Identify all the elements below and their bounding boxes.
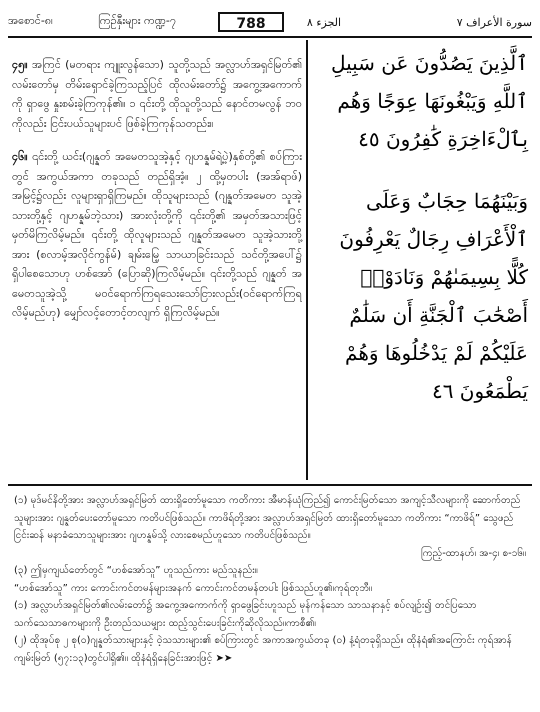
footnote-citation: ကြည့်-ထာနဟ်၊ အ-၄၊ စ-၁၆။ xyxy=(421,547,526,559)
column-divider xyxy=(306,40,308,480)
footnote-text: (၁) မုဒ်မင်နိတို့အား အလ္လာဟ်အရှင်မြတ် ထားရှိတော်မူသော ကတိကား အီမာန်ယုံကြည်၍ ကောင်းမြတ်သော အကျင့်သီလများကို ဆောက်တည်သူများအား ဂျန္နတ်ပေးတော်မူသော ကတိပင်ဖြစ်သည်။ ကာဖိရ်တို့အား အလ္လာဟ်အရှင်မြတ် ထားရှိတော်မူသော ကတိကား “ကာဖိရ်” သွေဖည်ငြင်းဆန် မနာခံသောသူများအား ဂျဟန္နမ်သို့ လားစေမည်ဟူသော ကတိပင်ဖြစ်သည်။ xyxy=(14,495,521,541)
page-number: 788 xyxy=(218,12,284,32)
volume-label: အစောင်-၈၊ xyxy=(8,14,53,27)
verse-number: ၄၆။ xyxy=(12,150,28,163)
footnote xyxy=(14,597,526,632)
footnote-text: (၃) ဤမှကျယ်တော်တွင် “ဟစ်အော်သူ” ဟူသည်ကား မည်သူနည်း။ xyxy=(14,565,258,576)
verse-46-arabic: وَبَيْنَهُمَا حِجَابٌ وَعَلَى ٱلْأَعْرَافِ رِجَالٌ يَعْرِفُونَ كُلًّا بِسِيمَىٰهُمْ وَنَادَوْا۟ أَصْحَٰبَ ٱلْجَنَّةِ أَن سَلَٰمٌ عَلَيْكُمْ لَمْ يَدْخُلُوهَا وَهُمْ يَطْمَعُونَ ٤٦ xyxy=(339,189,528,403)
verse-number: ၄၅။ xyxy=(12,58,28,71)
sura-label: سورة الأعراف ٧ xyxy=(456,15,532,29)
footnote-text: (၂) ထိုအုပ်စု ၂ စု(ဝ)ဂျန္နတ်သားများနှင့် ဝဲ့သသားများ၏ စပ်ကြားတွင် အကာအကွယ်တခု (ဝ) နံ့ရံတခုရှိသည်။ ထိုနံရံ၏အကြောင်း ကုရ်အာန်ကျမ်းမြတ် (၅၇:၁၃)တွင်ပါရှိ၏။ ထိုနံရံရှိနေခြင်းအားဖြင့် ➤➤ xyxy=(14,635,512,664)
verse-46-translation xyxy=(12,147,302,323)
translation-column xyxy=(12,44,302,474)
verse-text: အကြင် (မတရား ကျူးလွန်သော) သူတို့သည် အလ္လာဟ်အရှင်မြတ်၏ လမ်းတော်မှ တိမ်းရှောင်ခဲ့ကြသည့်ပြင် ထိုလမ်းတော်၌ အကွေ့အကောက်ကို ရှာဖွေ နှုးစမ်းခဲ့ကြကုန်၏။ ၁ ၎င်းတို့ ထိုသူတို့သည် နောင်တမလွန် ဘဝကိုလည်း ငြင်းပယ်သူများပင် ဖြစ်ခဲ့ကြကုန်သတည်း။ xyxy=(12,58,302,130)
footnotes xyxy=(8,484,532,704)
arabic-column xyxy=(314,44,528,474)
footnote-text: (၁) အလ္လာဟ်အရှင်မြတ်၏လမ်းတော်၌ အကွေ့အကောက်ကို ရှာဖွေခြင်းဟူသည် မုန်ကန်သော သာသနာနှင့် စပ်လျဉ်း၍ တင်ပြသောသက်သေသာဓကများကို ဦးတည်သယမျှား ထည့်သွင်းပေးခြင်းကိုဆိုလိုသည်။ကာစီ၏၊ xyxy=(14,600,477,629)
footnote-text: “ဟစ်အော်သူ” ကား ကောင်းကင်တမန်များအနက် ကောင်းကင်တမန်တပါး ဖြစ်သည်ဟူ၏၊ကုရ်တုဘီ။ xyxy=(14,582,372,594)
footnote xyxy=(14,632,526,667)
juz-label: الجزء ٨ xyxy=(306,15,342,29)
chapter-label: ကြဉ်နှီးများ ကဏ္ဍ-၇ xyxy=(98,14,177,27)
footnote xyxy=(14,580,526,598)
footnote xyxy=(14,562,526,580)
verse-45-translation xyxy=(12,55,302,133)
footnote xyxy=(14,492,526,562)
verse-45-arabic: ٱلَّذِينَ يَصُدُّونَ عَن سَبِيلِ ٱللَّهِ وَيَبْغُونَهَا عِوَجًا وَهُم بِٱلْءَاخِرَةِ كَٰفِرُونَ ٤٥ xyxy=(330,51,528,151)
verse-text: ၎င်းတို့ ယင်း(ဂျန္နတ် အမေတသူအဲ့နှင့် ဂျဟန္နမ်ရဲ့ပဲ့)နှစ်တို့၏ စပ်ကြားတွင် အကွယ်အကာ တခုသည် တည်ရှိအံ့။ ၂ ထို့မှတပါး (အအ်ရာဖ်) အမြင့်၌လည်း လူများရှာရှိကြမည်။ ထိုသူများသည် (ဂျန္နတ်အမေတ သူအဲ့သားတို့နှင့် ဂျဟန္နမ်ဘဲ့သား) အားလုံးတို့ကို ၎င်းတို့၏ အမှတ်အသားဖြင့် မှတ်မိကြလိမ့်မည်။ ၎င်းတို့ ထိုလူများသည် ဂျန္နတ်အမေတ သူအဲ့သားတို့အား (စလာမ့်အလိုင်ကွန်မ်) ချမ်းမြေ့ သာယာခြင်းသည် သင်တို့အပေါ်၌ ရှိပါစေသောဟု ဟစ်အော် (ပြောဆို)ကြလိမ့်မည်။ ၎င်းတို့သည် ဂျန္နတ် အမေတသူအဲ့သို့ မဝင်ရောက်ကြရသေးသော်ငြားလည်း(ဝင်ရောက်ကြရလိမ့်မည်ဟု) မျှော်လင့်တောင့်တလျက် ရှိကြလိမ့်မည်။ xyxy=(12,150,302,319)
page-header xyxy=(8,8,532,38)
